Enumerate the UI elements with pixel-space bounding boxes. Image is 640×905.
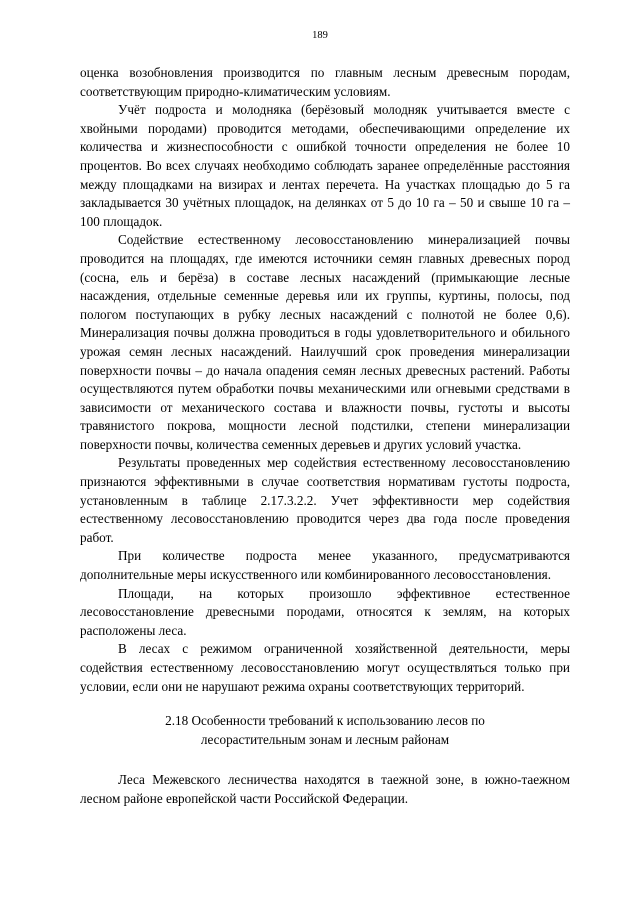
paragraph-undergrowth-accounting: Учёт подроста и молодняка (берёзовый молодняк учитывается вместе с хвойными породами) проводится методами, обеспечивающими определение их количества и жизнеспособности с ошибкой точности определения не более 10 процентов. Во всех случаях необходимо соблюдать заранее определённые расстояния между площадками на визирах и лентах перечета. На участках площадью до 5 га закладывается 30 учётных площадок, на делянках от 5 до 10 га – 50 и свыше 10 га – 100 площадок.: [80, 102, 570, 229]
paragraph-forest-lands: Площади, на которых произошло эффективное естественное лесовосстановление древесными породами, относятся к землям, на которых расположены леса.: [80, 585, 570, 638]
paragraph-continuation: оценка возобновления производится по главным лесным древесным породам, соответствующим природно-климатическим условиям.: [80, 65, 570, 99]
paragraph-additional-measures: При количестве подроста менее указанного, предусматриваются дополнительные меры искусственного или комбинированного лесовосстановления.: [80, 548, 570, 583]
paragraph-results-effectiveness: Результаты проведенных мер содействия естественному лесовосстановлению признаются эффективными в случае соответствия нормативам густоты подроста, установленным в таблице 2.17.3.2.2. Учет эффективности мер содействия естественному лесовосстановлению проводится через два года после проведения работ.: [80, 455, 570, 545]
section-heading: [80, 712, 570, 749]
paragraph-forest-zone: Леса Межевского лесничества находятся в таежной зоне, в южно-таежном лесном районе европейской части Российской Федерации.: [80, 772, 570, 806]
paragraph-soil-mineralization: Содействие естественному лесовосстановлению минерализацией почвы проводится на площадях, где имеются источники семян главных древесных пород (сосна, ель и берёза) в составе лесных насаждений (примыкающие лесные насаждения, отдельные семенные деревья или их группы, куртины, полосы, под пологом поступающих в рубку лесных насаждений с полнотой не более 0,6). Минерализация почвы должна проводиться в годы удовлетворительного и обильного урожая семян лесных насаждений. Наилучший срок проведения минерализации поверхности почвы – до начала опадения семян лесных древесных растений. Работы осуществляются путем обработки почвы механическими или огневыми средствами в зависимости от механического состава и влажности почвы, густоты и высоты травянистого покрова, мощности лесной подстилки, степени минерализации поверхности почвы, количества семенных деревьев и других условий участка.: [80, 232, 570, 452]
section-heading-line-2: лесорастительным зонам и лесным районам: [200, 731, 450, 747]
paragraph-restricted-areas: В лесах с режимом ограниченной хозяйственной деятельности, меры содействия естественному лесовосстановлению могут осуществляться только при условии, если они не нарушают режима охраны соответствующих территорий.: [80, 641, 570, 694]
section-heading-line-1: 2.18 Особенности требований к использованию лесов по: [165, 713, 485, 729]
page-number: 189: [312, 30, 328, 41]
body-text: [80, 64, 570, 809]
